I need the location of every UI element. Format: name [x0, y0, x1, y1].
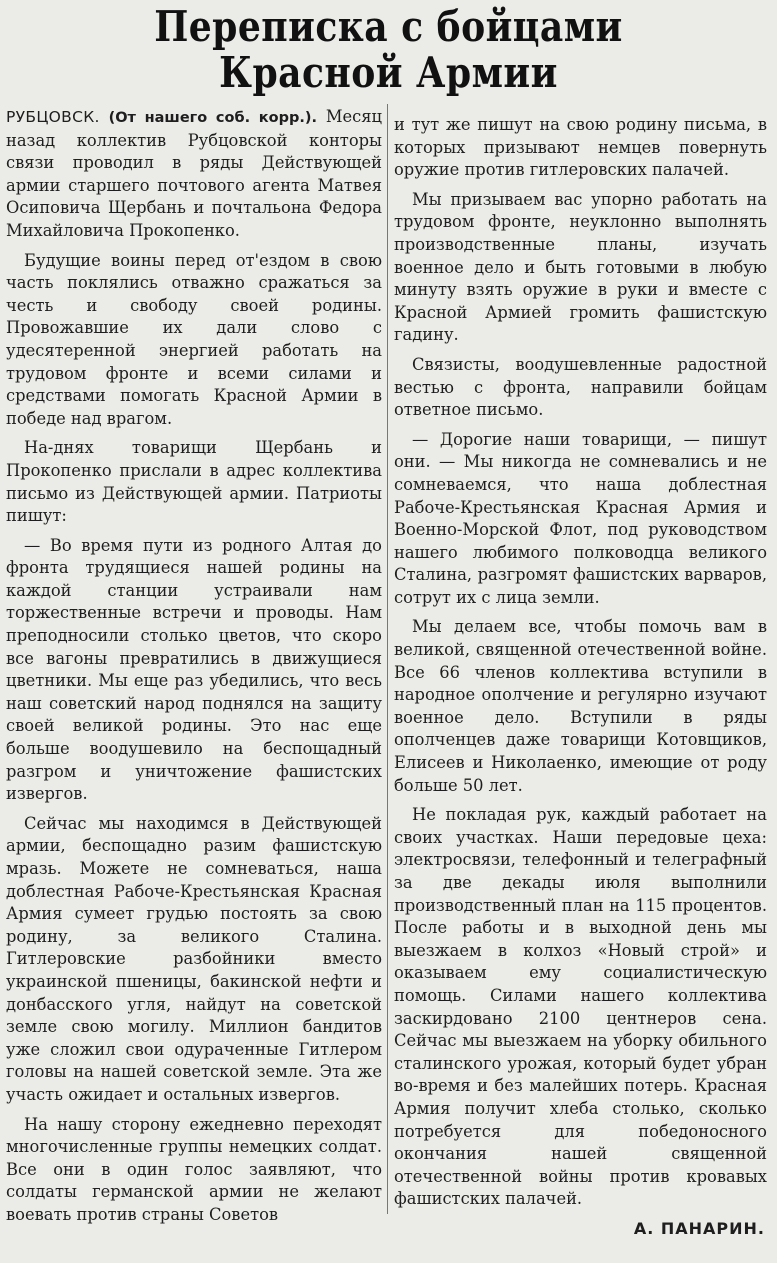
article-correspondent: (От нашего соб. корр.). [108, 110, 317, 126]
article-column-right [394, 114, 767, 1241]
paragraph-text: Месяц назад коллектив Рубцовской конторы связи проводил в ряды Действующей армии старшего почтового агента Матвея Осиповича Щербань и почтальона Федора Михайловича Прокопенко. [6, 107, 382, 240]
article-paragraph: Мы делаем все, чтобы помочь вам в великой, священной отечественной войне. Все 66 членов коллектива вступили в народное ополчение и регулярно изучают военное дело. Вступили в ряды ополченцев даже товарищи Котовщиков, Елисеев и Николаенко, имеющие от роду больше 50 лет. [394, 617, 767, 795]
article-paragraph: Не покладая рук, каждый работает на своих участках. Наши передовые цеха: электросвязи, телефонный и телеграфный за две декады июля выполнили производственный план на 115 процентов. После работы и в выходной день мы выезжаем в колхоз «Новый строй» и оказываем ему социалистическую помощь. Силами нашего коллектива заскирдовано 2100 центнеров сена. Сейчас мы выезжаем на уборку обильного сталинского урожая, который будет убран во-время и без малейших потерь. Красная Армия получит хлеба столько, сколько потребуется для победоносного окончания нашей священной отечественной войны против кровавых фашистских палачей. [394, 805, 767, 1209]
article-paragraph: На нашу сторону ежедневно переходят многочисленные группы немецких солдат. Все они в один голос заявляют, что солдаты германской армии не желают воевать против страны Советов [6, 1114, 382, 1224]
headline-line-2: Красной Армии [219, 48, 558, 97]
article-signature: А. ПАНАРИН. [633, 1218, 765, 1238]
article-paragraph: — Во время пути из родного Алтая до фронта трудящиеся нашей родины на каждой станции устраивали нам торжественные встречи и проводы. Нам преподносили столько цветов, что скоро все вагоны превратились в движущиеся цветники. Мы еще раз убедились, что весь наш советский народ поднялся на защиту своей великой родины. Это нас еще больше воодушевило на беспощадный разгром и уничтожение фашистских извергов. [6, 535, 382, 804]
article-paragraph: Связисты, воодушевленные радостной вестью с фронта, направили бойцам ответное письмо. [394, 354, 767, 420]
article-paragraph: Будущие воины перед от'ездом в свою часть поклялись отважно сражаться за честь и свободу своей родины. Провожавшие их дали слово с удесятеренной энергией работать на трудовом фронте и всеми силами и средствами помогать Красной Армии в победе над врагом. [6, 250, 382, 428]
article-paragraph: Сейчас мы находимся в Действующей армии, беспощадно разим фашистскую мразь. Можете не сомневаться, наша доблестная Рабоче-Крестьянская Красная Армия сумеет грудью постоять за свою родину, за великого Сталина. Гитлеровские разбойники вместо украинской пшеницы, бакинской нефти и донбасского угля, найдут на советской земле свою могилу. Миллион бандитов уже сложил свои одураченные Гитлером головы на нашей советской земле. Эта же участь ожидает и остальных извергов. [6, 813, 382, 1104]
article-dateline: РУБЦОВСК. [6, 108, 100, 126]
article-headline [54, 4, 722, 96]
headline-line-1: Переписка с бойцами [154, 2, 623, 51]
article-paragraph: На-днях товарищи Щербань и Прокопенко прислали в адрес коллектива письмо из Действующей армии. Патриоты пишут: [6, 438, 382, 526]
column-divider [387, 104, 388, 1214]
article-column-left [6, 106, 382, 1234]
article-paragraph [6, 106, 382, 243]
article-paragraph: — Дорогие наши товарищи, — пишут они. — Мы никогда не сомневались и не сомневаемся, что наша доблестная Рабоче-Крестьянская Красная Армия и Военно-Морской Флот, под руководством нашего любимого полководца великого Сталина, разгромят фашистских варваров, сотрут их с лица земли. [394, 429, 767, 607]
article-paragraph: и тут же пишут на свою родину письма, в которых призывают немцев повернуть оружие против гитлеровских палачей. [394, 115, 767, 180]
article-paragraph: Мы призываем вас упорно работать на трудовом фронте, неуклонно выполнять производственные планы, изучать военное дело и быть готовыми в любую минуту взять оружие в руки и вместе с Красной Армией громить фашистскую гадину. [394, 189, 767, 345]
